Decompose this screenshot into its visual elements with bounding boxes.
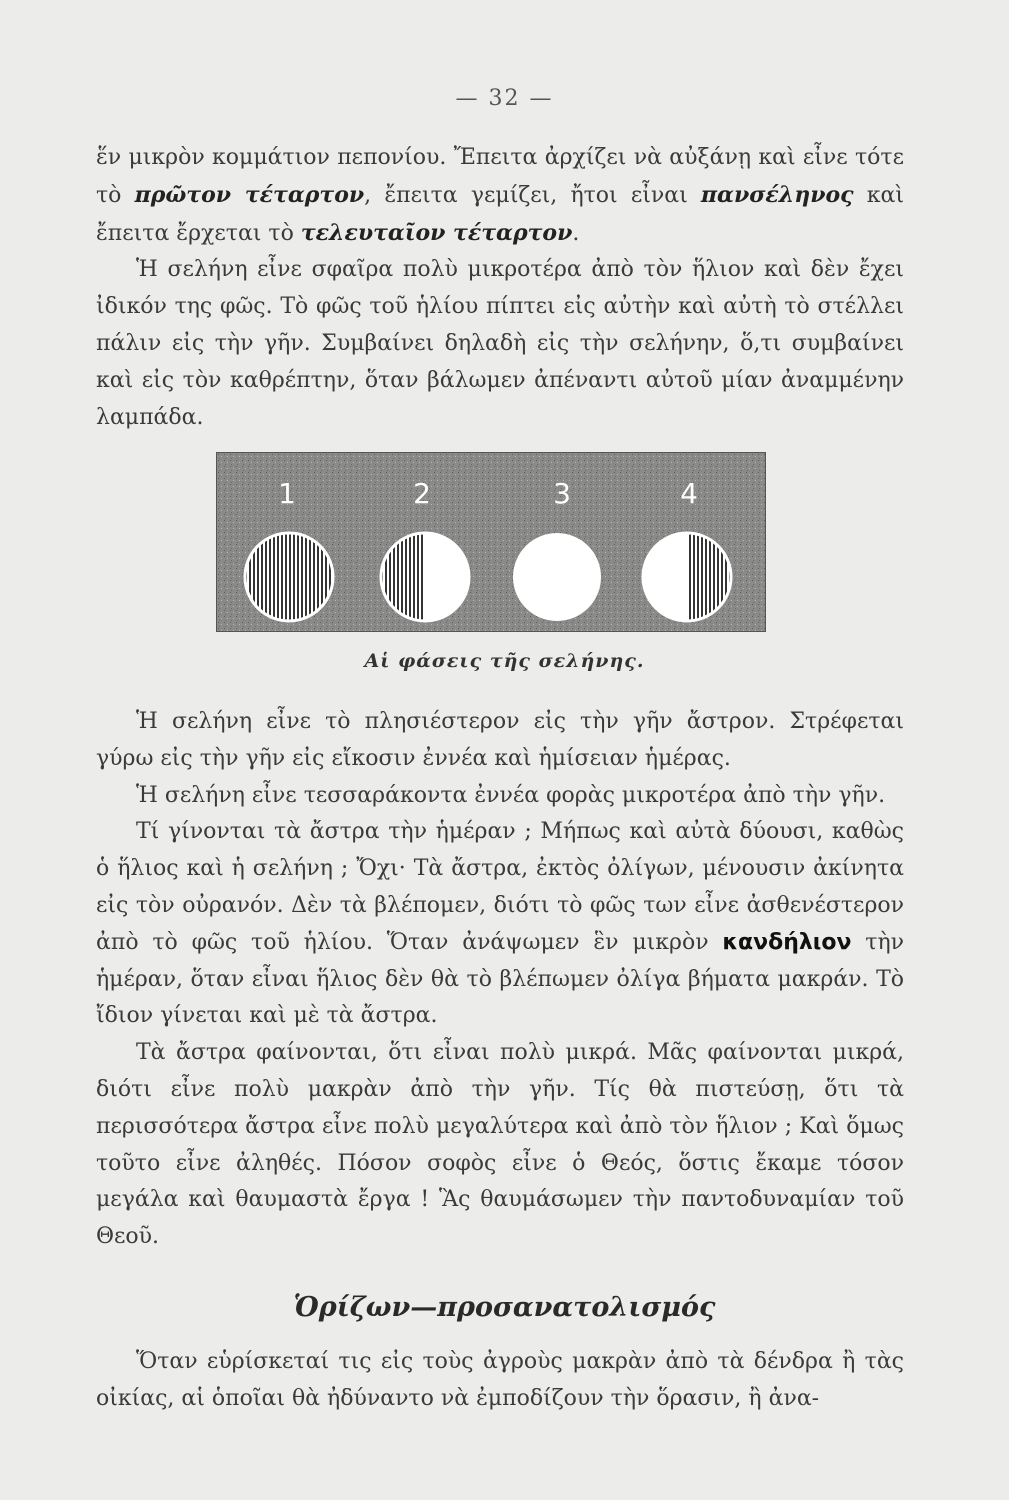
section-heading: Ὁρίζων—προσανατολισμός — [293, 1292, 716, 1323]
paragraph-moon-phases — [96, 140, 904, 252]
text-run: τὴν ἡμέραν, ὅταν εἶναι ἥλιος δὲν θὰ τὸ βλέπωμεν ὀλίγα βήματα μακράν. Τὸ ἴδιον γίνεται καὶ μὲ τὰ ἄστρα. — [96, 929, 905, 1029]
phase-label-4: 4 — [680, 477, 698, 510]
paragraph-stars-by-day — [96, 814, 904, 1035]
moon-phases-illustration — [217, 453, 765, 631]
term-first-quarter: πρῶτον τέταρτον — [134, 181, 365, 208]
paragraph-star-size: Τὰ ἄστρα φαίνονται, ὅτι εἶναι πολὺ μικρά. Μᾶς φαίνονται μικρά, διότι εἶνε πολὺ μακρὰν ἀπὸ τὴν γῆν. Τίς θὰ πιστεύσῃ, ὅτι τὰ περισσότερα ἄστρα εἶνε πολὺ μεγαλύτερα καὶ ἀπὸ τὸν ἥλιον ; Καὶ ὅμως τοῦτο εἶνε ἀληθές. Πόσον σοφὸς εἶνε ὁ Θεός, ὅστις ἔκαμε τόσον μεγάλα καὶ θαυμαστὰ ἔργα ! Ἃς θαυμάσωμεν τὴν παντοδυναμίαν τοῦ Θεοῦ. — [96, 1040, 904, 1250]
phase-label-1: 1 — [278, 477, 296, 510]
phase-label-3: 3 — [553, 477, 571, 510]
text-run: καὶ ἔπειτα ἔρχεται τὸ — [96, 182, 904, 246]
text-run: Τί γίνονται τὰ ἄστρα τὴν ἡμέραν ; Μήπως καὶ αὐτὰ δύουσι, καθὼς ὁ ἥλιος καὶ ἡ σελήνη ; Ὄχι· Τὰ ἄστρα, ἐκτὸς ὀλίγων, μένουσιν ἀκίνητα εἰς τὸν οὐρανόν. Δὲν τὰ βλέπομεν, διότι τὸ φῶς των εἶνε ἀσθενέστερον ἀπὸ τὸ φῶς τοῦ ἡλίου. Ὅταν ἀνάψωμεν ἓν μικρὸν — [96, 819, 904, 955]
moon-phases-figure — [216, 452, 766, 632]
figure-caption: Αἱ φάσεις τῆς σελήνης. — [364, 650, 645, 672]
text-block-bottom — [96, 704, 904, 1256]
moon-phase-1 — [245, 533, 333, 621]
page-number: — 32 — — [455, 86, 554, 111]
term-candle: κανδήλιον — [722, 929, 852, 955]
text-block-top — [96, 140, 904, 436]
term-last-quarter: τελευταῖον τέταρτον — [300, 219, 573, 246]
text-run: . — [572, 220, 580, 246]
moon-phase-2 — [381, 533, 469, 621]
paragraph-moon-light: Ἡ σελήνη εἶνε σφαῖρα πολὺ μικροτέρα ἀπὸ τὸν ἥλιον καὶ δὲν ἔχει ἰδικόν της φῶς. Τὸ φῶς τοῦ ἡλίου πίπτει εἰς αὐτὴν καὶ αὐτὴ τὸ στέλλει πάλιν εἰς τὴν γῆν. Συμβαίνει δηλαδὴ εἰς τὴν σελήνην, ὅ,τι συμβαίνει καὶ εἰς τὸν καθρέπτην, ὅταν βάλωμεν ἀπέναντι αὐτοῦ μίαν ἀναμμένην λαμπάδα. — [96, 257, 904, 430]
phase-label-2: 2 — [413, 477, 431, 510]
moon-phase-3 — [513, 533, 601, 621]
text-run: , ἔπειτα γεμίζει, ἤτοι εἶναι — [364, 182, 701, 208]
term-full-moon: πανσέληνος — [700, 181, 854, 208]
text-block-horizon — [96, 1344, 904, 1418]
paragraph-nearest-star: Ἡ σελήνη εἶνε τὸ πλησιέστερον εἰς τὴν γῆν ἄστρον. Στρέφεται γύρω εἰς τὴν γῆν εἰς εἴκοσιν ἐννέα καὶ ἡμίσειαν ἡμέρας. — [96, 709, 904, 771]
text-run: ἕν μικρὸν κομμάτιον πεπονίου. Ἔπειτα ἀρχίζει νὰ αὐξάνῃ καὶ εἶνε τότε τὸ — [96, 145, 904, 208]
paragraph-horizon: Ὅταν εὑρίσκεταί τις εἰς τοὺς ἀγροὺς μακρὰν ἀπὸ τὰ δένδρα ἢ τὰς οἰκίας, αἱ ὁποῖαι θὰ ἠδύναντο νὰ ἐμποδίζουν τὴν ὅρασιν, ἢ ἀνα- — [96, 1349, 904, 1411]
paragraph-moon-size: Ἡ σελήνη εἶνε τεσσαράκοντα ἐννέα φορὰς μικροτέρα ἀπὸ τὴν γῆν. — [136, 782, 886, 808]
moon-phase-4 — [643, 533, 731, 621]
